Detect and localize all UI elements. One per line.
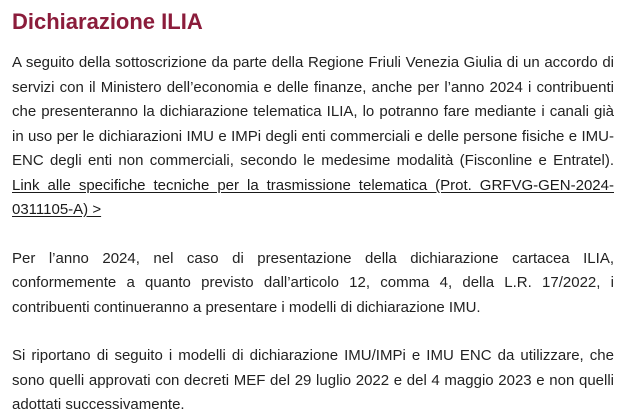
paragraph-paper-declaration: Per l’anno 2024, nel caso di presentazione della dichiarazione cartacea ILIA, conformemente a quanto previsto dall’articolo 12, comma 4, della L.R. 17/2022, i contribuenti continueranno a presentare i modelli di dichiarazione IMU. — [12, 249, 614, 316]
paragraph-text: A seguito della sottoscrizione da parte della Regione Friuli Venezia Giulia di un accordo di servizi con il Ministero dell’economia e delle finanze, anche per l’anno 2024 i contribuenti che presenteranno la dichiarazione telematica ILIA, lo potranno fare mediante i canali già in uso per le dichiarazioni IMU e IMPi degli enti commerciali e delle persone fisiche e IMU-ENC degli enti non commerciali, secondo le medesime modalità (Fisconline e Entratel). — [12, 54, 614, 169]
technical-specs-link[interactable]: Link alle specifiche tecniche per la trasmissione telematica (Prot. GRFVG-GEN-2024-0311105-A) > — [12, 176, 614, 218]
page-title: Dichiarazione ILIA — [12, 9, 203, 34]
paragraph-telematic-declaration — [12, 51, 614, 223]
paragraph-declaration-models: Si riportano di seguito i modelli di dichiarazione IMU/IMPi e IMU ENC da utilizzare, che sono quelli approvati con decreti MEF del 29 luglio 2022 e del 4 maggio 2023 e non quelli adottati successivamente. — [12, 347, 614, 413]
